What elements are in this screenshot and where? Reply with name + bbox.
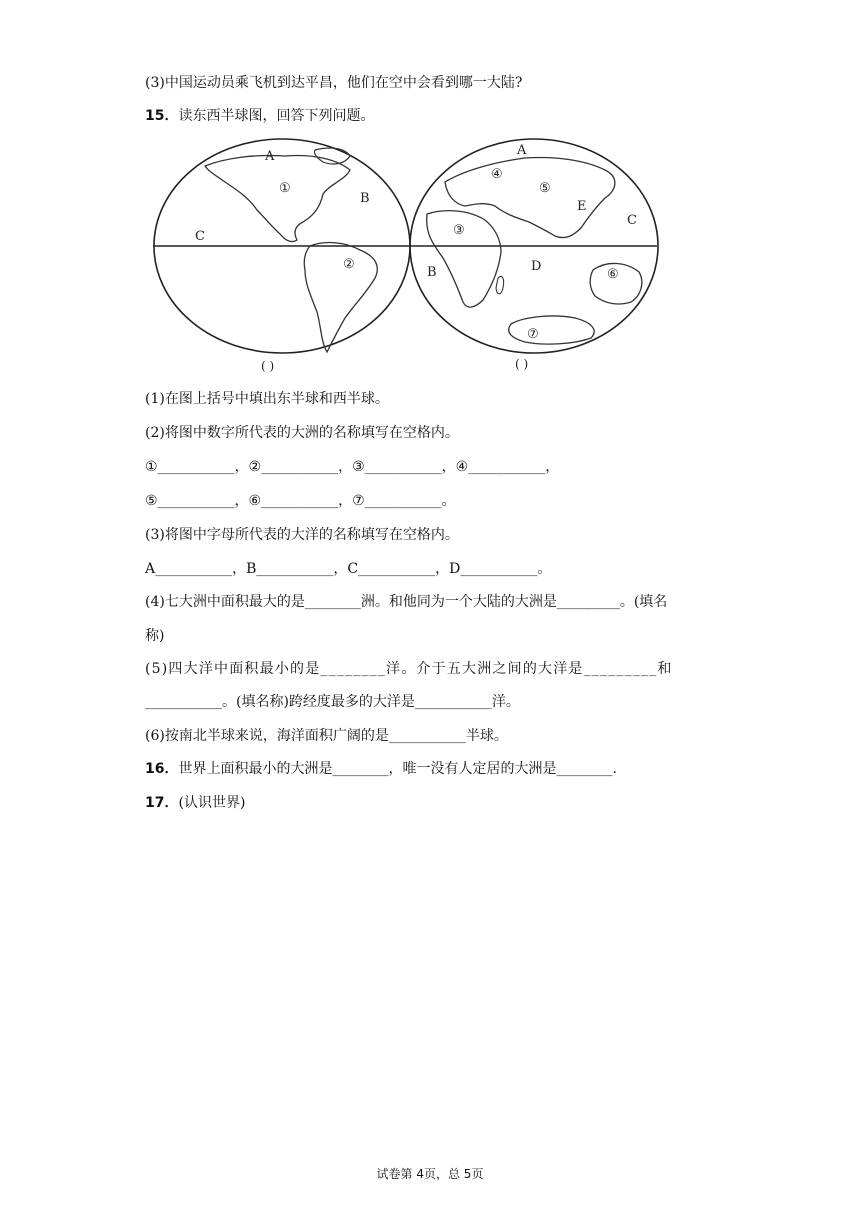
q16-number: 16． [145, 761, 179, 777]
west-label-b: B [360, 191, 370, 206]
west-label-1: ① [279, 181, 291, 196]
q15-part1: (1)在图上括号中填出东半球和西半球。 [145, 391, 389, 407]
q16-text[interactable]: 世界上面积最小的大洲是________，唯一没有人定居的大洲是________. [178, 761, 617, 777]
east-label-a: A [517, 143, 527, 158]
q17-number: 17． [145, 795, 179, 811]
q15-title-text: 读东西半球图，回答下列问题。 [178, 108, 375, 124]
north-america-shape [205, 155, 350, 241]
q15-part4-line2: 称) [145, 628, 165, 644]
q15-part6[interactable]: (6)按南北半球来说，海洋面积广阔的是___________半球。 [145, 728, 508, 744]
q16[interactable] [145, 760, 617, 778]
west-bracket: ( ) [261, 359, 275, 373]
east-label-b: B [427, 265, 437, 280]
south-america-shape [304, 243, 377, 352]
east-label-3: ③ [453, 223, 465, 238]
east-label-7: ⑦ [527, 327, 539, 342]
west-label-2: ② [343, 257, 355, 272]
east-label-5: ⑤ [539, 181, 551, 196]
q17-text: (认识世界) [178, 795, 246, 811]
q15-part5-line2[interactable]: ___________。(填名称)跨经度最多的大洋是___________洋。 [145, 694, 520, 710]
q15-part5-line1[interactable]: (5)四大洋中面积最小的是________洋。介于五大洲之间的大洋是_________和 [145, 661, 673, 677]
antarctica-shape [509, 316, 594, 344]
q14-part3: (3)中国运动员乘飞机到达平昌，他们在空中会看到哪一大陆? [145, 75, 523, 91]
east-label-4: ④ [491, 167, 503, 182]
east-label-6: ⑥ [607, 267, 619, 282]
q17 [145, 794, 245, 812]
q15-part2-blanks-b[interactable]: ⑤___________，⑥___________，⑦___________。 [145, 493, 456, 509]
west-label-a: A [265, 149, 275, 164]
q15-title [145, 107, 374, 125]
q15-part2: (2)将图中数字所代表的大洲的名称填写在空格内。 [145, 425, 459, 441]
q15-part3: (3)将图中字母所代表的大洋的名称填写在空格内。 [145, 527, 459, 543]
q15-number: 15． [145, 108, 179, 124]
east-label-d: D [531, 259, 542, 274]
eurasia-shape [445, 158, 615, 238]
east-bracket: ( ) [515, 357, 529, 371]
q15-part2-blanks-a[interactable]: ①___________，②___________，③___________，④___________， [145, 459, 560, 475]
q15-part4-line1[interactable]: (4)七大洲中面积最大的是________洲。和他同为一个大陆的大洲是_________。(填名 [145, 594, 668, 610]
east-label-c: C [627, 213, 637, 228]
hemisphere-map [145, 136, 681, 376]
east-label-e: E [577, 199, 587, 214]
q15-part3-blanks[interactable]: A___________，B___________，C___________，D___________。 [145, 561, 552, 577]
page-footer: 试卷第 4页，总 5页 [376, 1167, 484, 1181]
madagascar-shape [496, 276, 504, 294]
west-label-c: C [195, 229, 205, 244]
greenland-shape [314, 148, 350, 164]
